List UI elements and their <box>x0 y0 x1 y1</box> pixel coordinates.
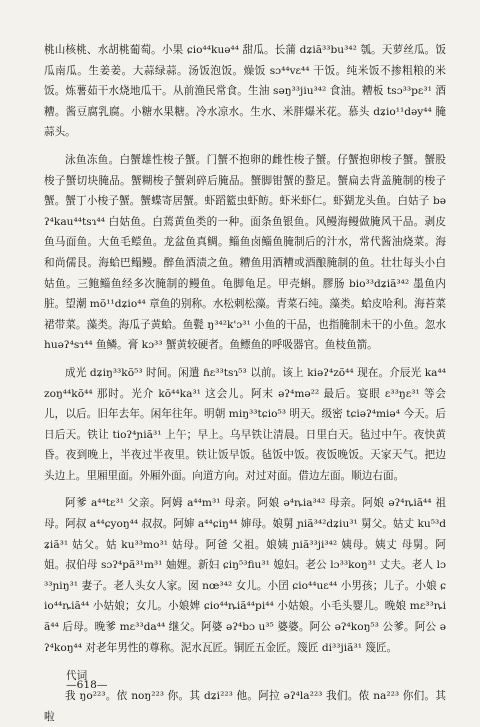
section-heading-pronouns: 代词 <box>66 670 88 683</box>
page-number: —618— <box>66 679 108 691</box>
paragraph-pronouns: 我 ŋo²²³。依 noŋ²²³ 你。其 dʑi²²³ 他。阿拉 əʔ⁴la²²³ 我们。侬 na²²³ 你们。其啦 <box>44 690 446 723</box>
paragraph-food: 桃山核桃、水胡桃葡萄。小果 ɕio⁴⁴kuə⁴⁴ 甜瓜。长蒲 dʑiã³³bu³⁴² 瓠。天萝丝瓜。饭瓜南瓜。生姜姜。大蒜绿蒜。汤饭泡饭。燥饭 sɔ⁴⁴vɛ⁴⁴ 干饭。纯米饭不掺粗粮的米饭。炼薯茹干水烧地瓜干。从前渔民常食。生油 səŋ³³jiu³⁴² 食油。糟板 tsɔ³³pɛ³¹ 酒糟。酱豆腐乳腐。小糖水果糖。冷水凉水。生水、米胖爆米花。慕头 dʑio¹¹dəy⁴⁴ 腌蒜头。 <box>44 44 446 139</box>
paragraph-seafood: 泳鱼冻鱼。白蟹雄性梭子蟹。门蟹不抱卵的雌性梭子蟹。仔蟹抱卵梭子蟹。蟹股梭子蟹切块腌品。蟹糊梭子蟹剁碎后腌品。蟹脚钳蟹的螯足。蟹扁去背盖腌制的梭子蟹。蟹丁小梭子蟹。蟹蝶寄居蟹。虾蹈籃虫虾鲂。虾米虾仁。虾猢龙头鱼。白姑子 bəʔ⁴kau⁴⁴tsɿ⁴⁴ 白姑鱼。白蔫黄鱼类的一种。面条鱼银鱼。风鳗海鳗做腌风干品。剥皮鱼马面鱼。大鱼毛鲿鱼。龙盆鱼真鲷。鲻鱼卤鲻鱼腌制后的汁水，常代酱油烧菜。海和尚儒艮。海蛤巴鳎鳗。醉鱼酒渍之鱼。糟鱼用酒糟或酒酿腌制的鱼。壮壮每头小白姑鱼。三鲍鲻鱼经多次腌制的鳗鱼。龟脚龟足。甲壳蝌。膠肠 bio³³dʑiã³⁴² 墨鱼内脏。望潮 mõ¹¹dʑio⁴⁴ 章鱼的别称。水松刺松藻。青菜石纯。藻类。蛤皮哈利。海苔菜裙带菜。藻类。海瓜子黄蛤。鱼甏 ŋ³⁴²k'ɔ³¹ 小鱼的干品，也指腌制未干的小鱼。忽水 huəʔ⁴sɿ⁴⁴ 鱼鳞。膏 kɔ³³ 蟹黄较硬者。鱼鳔鱼的呼吸器官。鱼枝鱼箭。 <box>44 153 446 352</box>
paragraph-kinship: 阿爹 a⁴⁴tɛ³¹ 父亲。阿姆 a⁴⁴m³¹ 母亲。阿娘 ə⁴ȵia³⁴² 母亲。阿娘 əʔ⁴ȵiã⁴⁴ 祖母。阿叔 a⁴⁴ɕyoŋ⁴⁴ 叔叔。阿婶 a⁴⁴ɕiŋ⁴⁴ 婶母。娘舅 ɲiã³⁴²dʑiu³¹ 舅父。姑丈 ku⁵³dʑiã³¹ 姑父。姑 ku³³mo³¹ 姑母。阿爸 父祖。娘姨 ɲiã³³ji³⁴² 姨母。姨丈 母舅。阿姐。叔伯母 sɔʔ⁴pã³¹m³¹ 妯娌。新妇 ɕiŋ⁵³fiu³¹ 媳妇。老公 lɔ³³koŋ³¹ 丈夫。老人 lɔ³³ɲiŋ³¹ 妻子。老人头女人家。囡 nœ³⁴² 女儿。小囝 ɕio⁴⁴uɛ⁴⁴ 小男孩；儿子。小娘 ɕio⁴⁴ȵiã⁴⁴ 小姑娘；女儿。小娘婢 ɕio⁴⁴ȵiã⁴⁴pi⁴⁴ 小姑娘。小毛头婴儿。晚娘 mɛ³³ȵiã⁴⁴ 后母。晚爹 mɛ³³da⁴⁴ 继父。阿婆 əʔ⁴bɔ u³⁵ 婆婆。阿公 əʔ⁴koŋ⁵³ 公爹。阿公 əʔ⁴koŋ⁴⁴ 对老年男性的尊称。泥水瓦匠。铜匠五金匠。篾匠 di³³jiã³¹ 篾匠。 <box>44 497 446 654</box>
paragraph-time: 成光 dʑiŋ³³kõ⁵³ 时间。闲遣 ɦɛ³³tsɿ⁵³ 以前。该上 kiəʔ⁴zõ⁴⁴ 现在。介辰光 ka⁴⁴zoŋ⁴⁴kõ⁴⁴ 那时。光介 kõ⁴⁴ka³¹ 这会儿。阿末 əʔ⁴mə²² 最后。宴眼 ɛ³³ŋɛ³¹ 等会儿，以后。旧年去年。闲年往年。明朝 miŋ³³tɕio⁵³ 明天。级密 tɕiəʔ⁴miə⁴ 今天。后日后天。铁让 tioʔ⁴ɲiã³¹ 上午；早上。乌早铁让清晨。日里白天。毡过中午。夜快黄昏。夜到晚上，半夜过半夜里。铁让饭早饭。毡饭中饭。夜饭晚饭。天家天气。把边头边上。里厢里面。外厢外面。向道方向。对过对面。借边左面。顺边右面。 <box>44 366 446 482</box>
